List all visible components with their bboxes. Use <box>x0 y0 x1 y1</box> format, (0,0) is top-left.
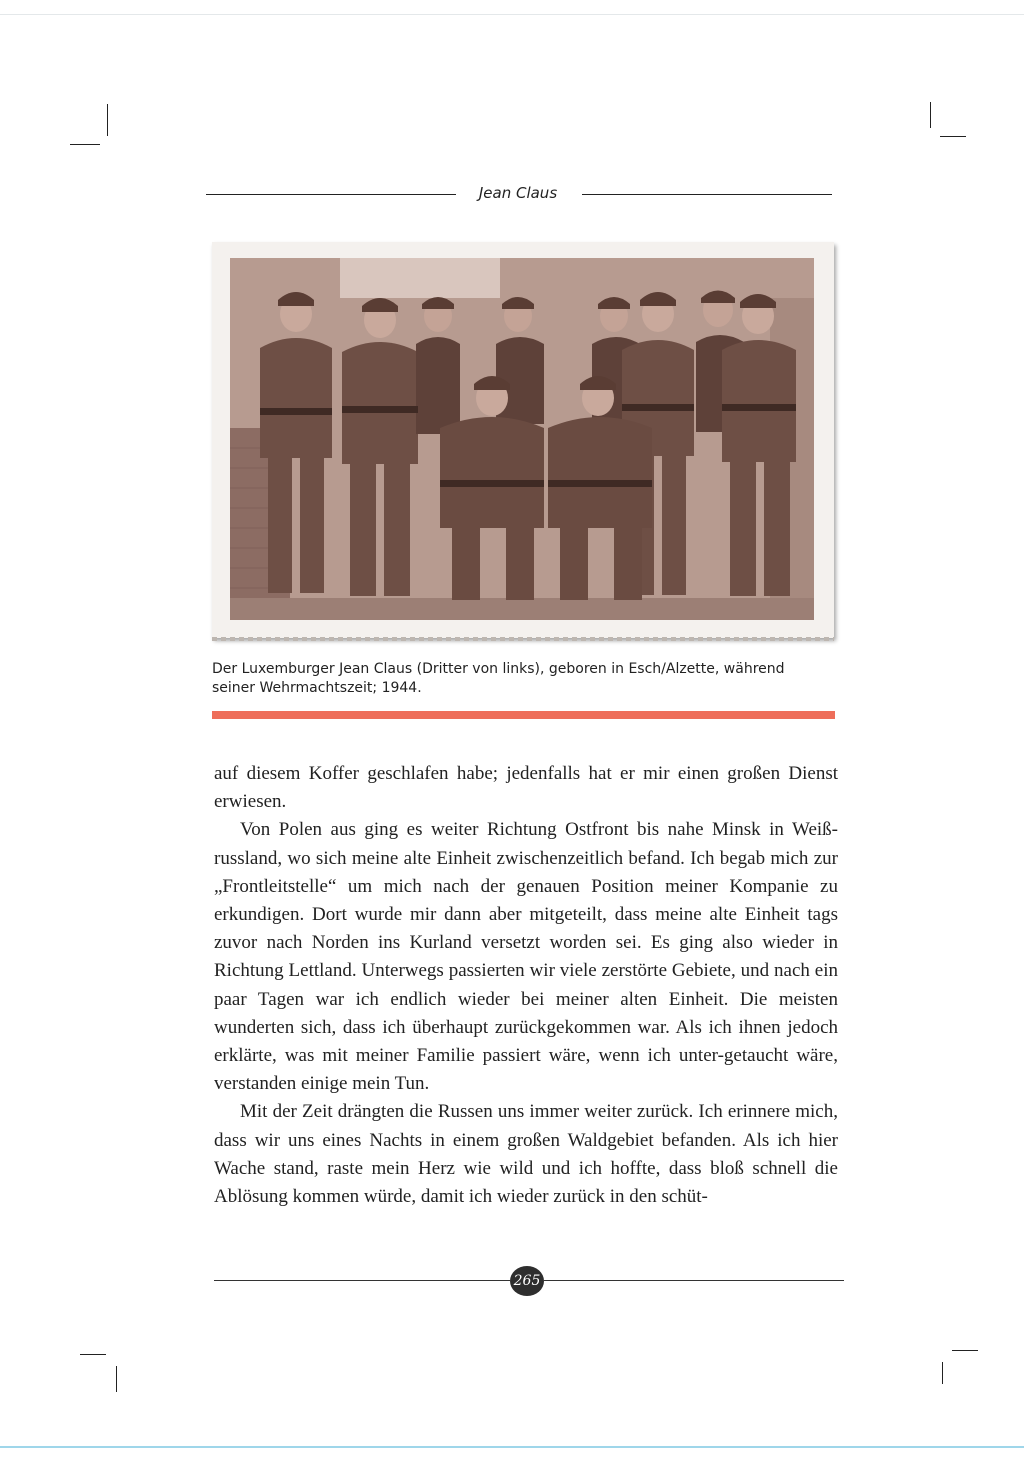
group-portrait-photo <box>230 258 814 620</box>
crop-mark-top-left-vertical <box>107 104 108 136</box>
crop-mark-top-left-horizontal <box>70 144 100 145</box>
scan-bottom-edge <box>0 1446 1024 1448</box>
crop-mark-bottom-right-horizontal <box>952 1350 978 1351</box>
footer-rule-left <box>214 1280 510 1281</box>
header-rule-left <box>206 194 456 195</box>
crop-mark-bottom-left-vertical <box>116 1366 117 1392</box>
scan-top-edge <box>0 14 1024 15</box>
paragraph: Mit der Zeit drängten die Russen uns immer weiter zurück. Ich erinnere mich, dass wir uns eines Nachts in einem großen Waldgebiet befanden. Als ich hier Wache stand, raste mein Herz wie wild und ich hoffte, dass bloß schnell die Ablösung kommen würde, damit ich wieder zurück in den schüt- <box>214 1101 838 1208</box>
crop-mark-top-right-vertical <box>930 102 931 128</box>
body-text <box>214 760 838 1211</box>
running-head: Jean Claus <box>478 184 558 202</box>
photo-caption <box>212 660 812 698</box>
paragraph: auf diesem Koffer geschlafen habe; jedenfalls hat er mir einen großen Dienst erwiesen. <box>214 763 838 813</box>
caption-accent-bar <box>212 711 835 719</box>
caption-line: seiner Wehrmachtszeit; 1944. <box>212 680 422 696</box>
caption-line: Der Luxemburger Jean Claus (Dritter von links), geboren in Esch/Alzette, während <box>212 661 785 677</box>
footer-rule-right <box>544 1280 844 1281</box>
header-rule-right <box>582 194 832 195</box>
crop-mark-bottom-left-horizontal <box>80 1354 106 1355</box>
paragraph: Von Polen aus ging es weiter Richtung Ostfront bis nahe Minsk in Weiß-russland, wo sich meine alte Einheit zwischenzeitlich befand. Ich begab mich zur „Frontleitstelle“ um mich nach der genauen Position meiner Kompanie zu erkundigen. Dort wurde mir dann aber mitgeteilt, dass meine alte Einheit tags zuvor nach Norden ins Kurland versetzt worden sei. Es ging also wieder in Richtung Lettland. Unterwegs passierten wir viele zerstörte Gebiete, und nach ein paar Tagen war ich endlich wieder bei meiner alten Einheit. Die meisten wunderten sich, dass ich überhaupt zurückgekommen war. Als ich ihnen jedoch erklärte, was mit meiner Familie passiert wäre, wenn ich unter-getaucht wäre, verstanden einige mein Tun. <box>214 819 838 1095</box>
photo-frame <box>212 242 834 638</box>
crop-mark-top-right-horizontal <box>940 136 966 137</box>
page-number: 265 <box>510 1266 544 1296</box>
crop-mark-bottom-right-vertical <box>942 1362 943 1384</box>
